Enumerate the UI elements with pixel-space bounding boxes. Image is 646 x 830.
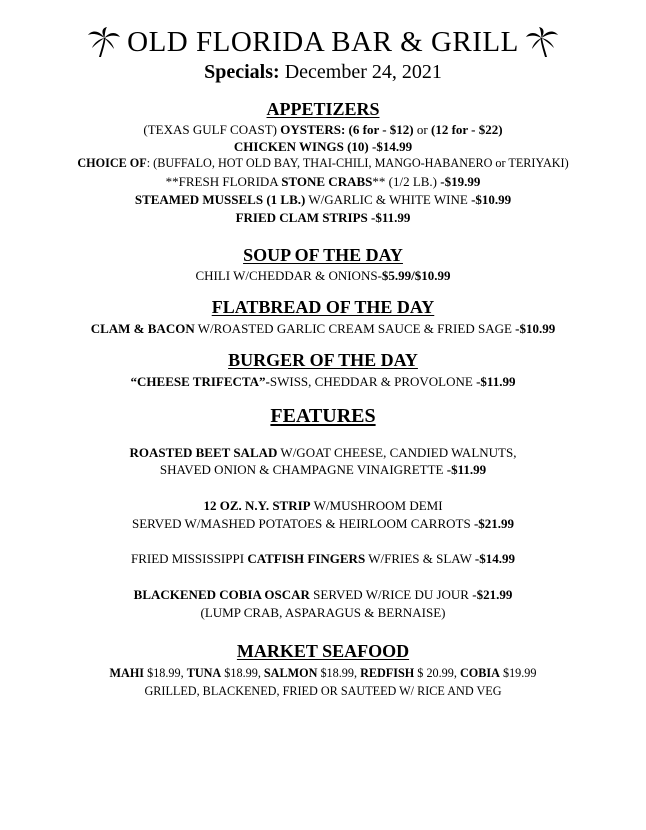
burger-name: “CHEESE TRIFECTA”- xyxy=(130,374,270,389)
flatbread-desc: W/ROASTED GARLIC CREAM SAUCE & FRIED SAGE xyxy=(194,321,516,336)
catfish-desc: W/FRIES & SLAW xyxy=(365,551,475,566)
catfish-prefix: FRIED MISSISSIPPI xyxy=(130,551,248,566)
page-title: OLD FLORIDA BAR & GRILL xyxy=(127,25,519,58)
market-seafood-heading: MARKET SEAFOOD xyxy=(236,641,410,661)
beet-salad-line-1 xyxy=(0,444,646,461)
choice-label: CHOICE OF xyxy=(77,156,147,170)
stone-crabs-prefix: **FRESH FLORIDA xyxy=(165,174,282,189)
wings-choice-line xyxy=(0,155,646,172)
choice-options: : (BUFFALO, HOT OLD BAY, THAI-CHILI, MANGO-HABANERO or TERIYAKI) xyxy=(146,156,569,170)
specials-date-line xyxy=(0,61,646,84)
mussels-price: -$10.99 xyxy=(471,192,512,207)
beet-salad-desc-2: SHAVED ONION & CHAMPAGNE VINAIGRETTE xyxy=(159,462,447,477)
palm-tree-icon xyxy=(525,26,559,58)
soup-desc: CHILI W/CHEDDAR & ONIONS- xyxy=(195,268,382,283)
fish-price: $ 20.99, xyxy=(414,666,460,680)
catfish-price: -$14.99 xyxy=(474,551,515,566)
flatbread-name: CLAM & BACON xyxy=(90,321,195,336)
beet-salad-name: ROASTED BEET SALAD xyxy=(129,445,278,460)
cobia-oscar-name: BLACKENED COBIA OSCAR xyxy=(133,587,310,602)
mussels-item xyxy=(0,191,646,208)
market-fish-list xyxy=(0,665,646,682)
mussels-desc: W/GARLIC & WHITE WINE xyxy=(305,192,472,207)
catfish-name: CATFISH FINGERS xyxy=(247,551,366,566)
oysters-option: (12 for - $22) xyxy=(430,122,503,137)
fish-price: $18.99, xyxy=(317,666,361,680)
burger-heading: BURGER OF THE DAY xyxy=(228,350,418,370)
soup-heading: SOUP OF THE DAY xyxy=(243,245,403,265)
ny-strip-desc-2: SERVED W/MASHED POTATOES & HEIRLOOM CARROTS xyxy=(131,516,474,531)
clam-strips-item: FRIED CLAM STRIPS -$11.99 xyxy=(235,210,411,225)
beet-salad-price: -$11.99 xyxy=(446,462,487,477)
beet-salad-line-2 xyxy=(0,461,646,478)
stone-crabs-portion: ** (1/2 LB.) xyxy=(372,174,441,189)
soup-price: $5.99/$10.99 xyxy=(381,268,451,283)
ny-strip-line-1 xyxy=(0,497,646,514)
market-prep-line: GRILLED, BLACKENED, FRIED OR SAUTEED W/ RICE AND VEG xyxy=(144,684,502,698)
fish-price: $19.99 xyxy=(499,666,537,680)
ny-strip-line-2 xyxy=(0,515,646,532)
cobia-oscar-price: -$21.99 xyxy=(472,587,513,602)
cobia-oscar-desc: SERVED W/RICE DU JOUR xyxy=(309,587,473,602)
features-heading: FEATURES xyxy=(270,405,376,427)
chicken-wings-item: CHICKEN WINGS (10) -$14.99 xyxy=(233,139,413,154)
ny-strip-name: 12 OZ. N.Y. STRIP xyxy=(203,498,311,513)
fish-name: COBIA xyxy=(459,666,500,680)
flatbread-item xyxy=(0,320,646,337)
oysters-item xyxy=(0,121,646,138)
cobia-oscar-line-1 xyxy=(0,586,646,603)
specials-label: Specials: xyxy=(204,61,280,83)
beet-salad-desc-1: W/GOAT CHEESE, CANDIED WALNUTS, xyxy=(277,445,517,460)
burger-desc: SWISS, CHEDDAR & PROVOLONE xyxy=(269,374,477,389)
stone-crabs-item xyxy=(0,173,646,190)
flatbread-price: -$10.99 xyxy=(515,321,556,336)
stone-crabs-name: STONE CRABS xyxy=(281,174,373,189)
mussels-name: STEAMED MUSSELS (1 LB.) xyxy=(134,192,306,207)
soup-item xyxy=(0,267,646,284)
burger-item xyxy=(0,373,646,390)
fish-name: MAHI xyxy=(109,666,145,680)
specials-date: December 24, 2021 xyxy=(284,61,442,83)
fish-name: REDFISH xyxy=(360,666,415,680)
oysters-origin: (TEXAS GULF COAST) xyxy=(143,122,281,137)
palm-tree-icon xyxy=(87,26,121,58)
menu-header xyxy=(0,22,646,62)
oysters-name: OYSTERS: (6 for - $12) xyxy=(280,122,414,137)
appetizers-heading: APPETIZERS xyxy=(266,99,380,119)
fish-name: TUNA xyxy=(186,666,222,680)
catfish-item xyxy=(0,550,646,567)
fish-price: $18.99, xyxy=(221,666,264,680)
burger-price: -$11.99 xyxy=(476,374,516,389)
flatbread-heading: FLATBREAD OF THE DAY xyxy=(211,297,435,317)
oysters-or: or xyxy=(413,122,431,137)
ny-strip-price: -$21.99 xyxy=(473,516,515,531)
ny-strip-desc-1: W/MUSHROOM DEMI xyxy=(310,498,443,513)
fish-name: SALMON xyxy=(263,666,318,680)
cobia-oscar-line-2: (LUMP CRAB, ASPARAGUS & BERNAISE) xyxy=(200,605,446,620)
fish-price: $18.99, xyxy=(144,666,187,680)
stone-crabs-price: -$19.99 xyxy=(440,174,481,189)
